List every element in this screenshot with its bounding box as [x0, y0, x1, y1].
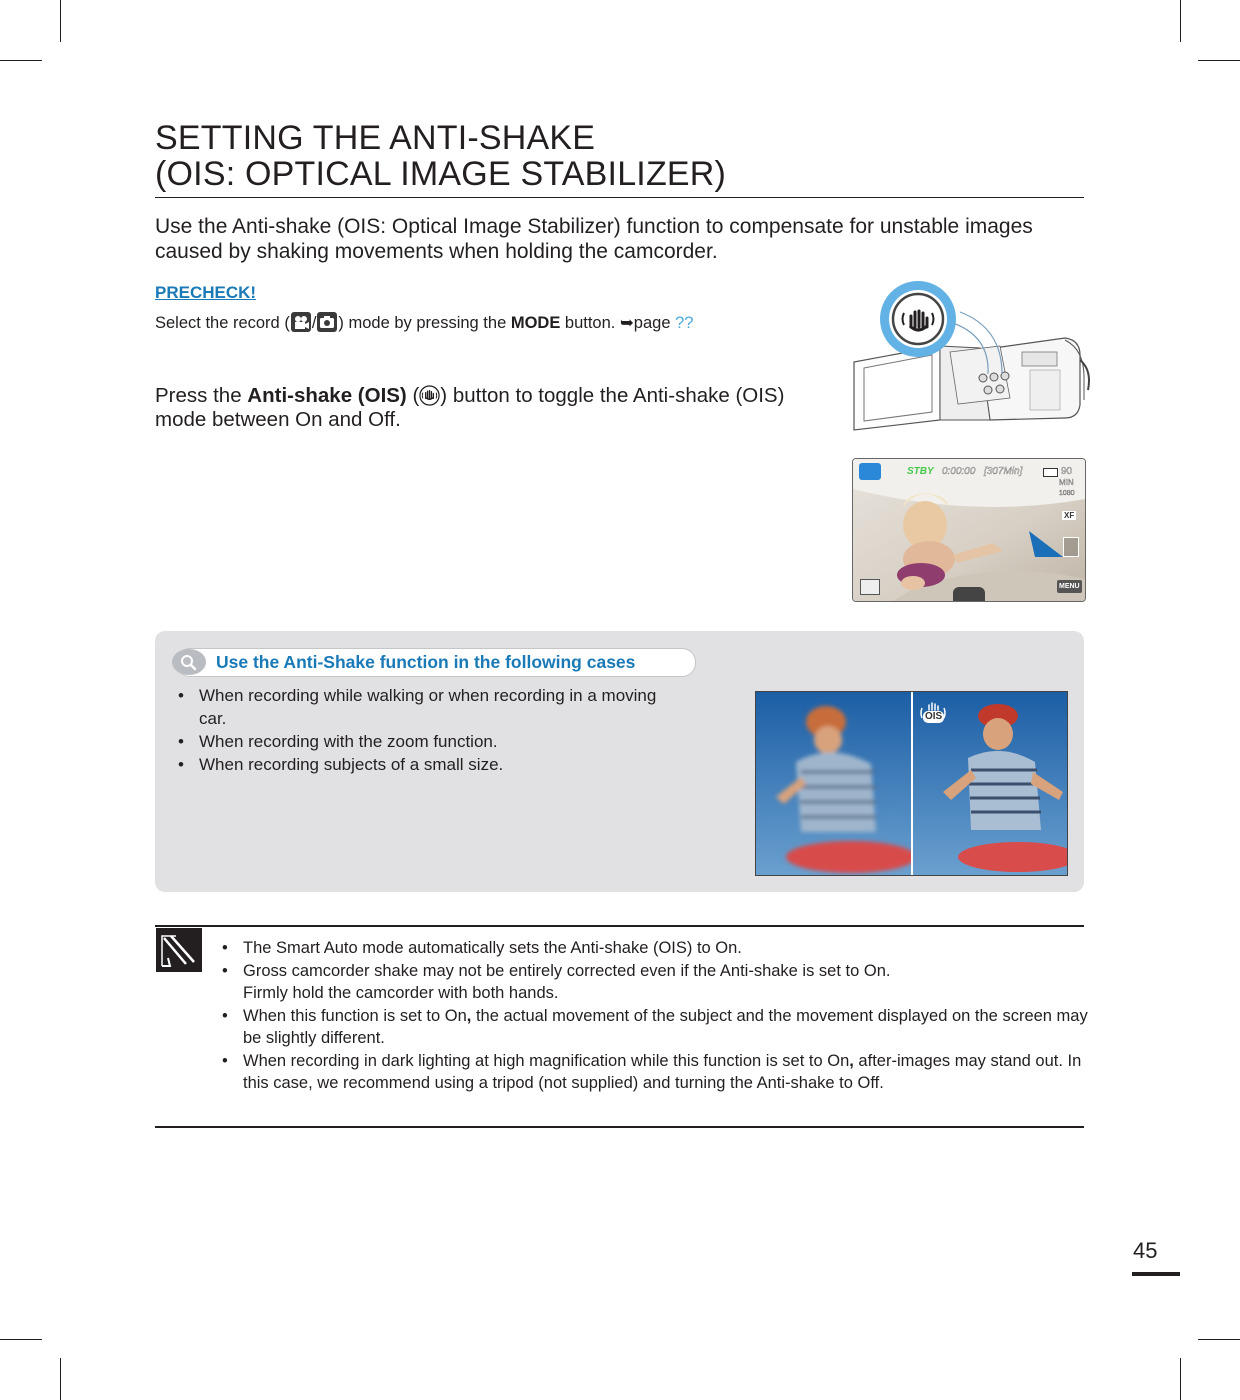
crop-mark: [0, 1339, 42, 1340]
lcd-resolution: 1080: [1059, 490, 1075, 497]
lcd-status: STBY: [907, 466, 934, 477]
ois-hand-icon: [419, 385, 440, 406]
lcd-battery-unit: MIN: [1059, 478, 1074, 487]
ois-comparison-image: [755, 691, 1068, 876]
crop-mark: [0, 60, 42, 61]
page-reference[interactable]: ??: [675, 314, 694, 332]
tip-list: [178, 684, 658, 776]
crop-mark: [60, 1358, 61, 1400]
note-icon: [156, 928, 202, 974]
list-item: • The Smart Auto mode automatically sets the Anti-shake (OIS) to On.: [222, 937, 1092, 960]
list-item: • When recording in dark lighting at high magnification while this function is set to On, after-images may stand out. In this case, we recommend using a tripod (not supplied) and turning the Anti-shake to Off.: [222, 1050, 1092, 1095]
note-top-rule: [155, 925, 1084, 927]
lcd-battery-minutes: 90: [1061, 466, 1073, 477]
note-list: [222, 937, 1092, 1095]
battery-icon: [1043, 468, 1058, 477]
scroll-up-button[interactable]: [953, 587, 985, 601]
pointer-arrow-icon: [1029, 529, 1063, 559]
ois-off-photo: [756, 692, 911, 875]
page-title-line2: (OIS: OPTICAL IMAGE STABILIZER): [155, 155, 727, 193]
intro-paragraph: Use the Anti-shake (OIS: Optical Image Stabilizer) function to compensate for unstable images caused by shaking movements when holding the camcorder.: [155, 215, 1033, 263]
lcd-quality: XF: [1064, 511, 1075, 520]
crop-mark: [1198, 1339, 1240, 1340]
list-item: • Gross camcorder shake may not be entirely corrected even if the Anti-shake is set to On. Firmly hold the camcorder with both hands.: [222, 960, 1092, 1005]
precheck-label: PRECHECK!: [155, 283, 257, 302]
instruction-paragraph: Press the Anti-shake (OIS) ( ) button to toggle the Anti-shake (OIS) mode between On and Off.: [155, 384, 785, 431]
anti-shake-button-name: Anti-shake (OIS): [247, 384, 407, 407]
ois-badge-label: OIS: [925, 711, 943, 722]
note-bottom-rule: [155, 1126, 1084, 1128]
photo-record-icon: [316, 311, 338, 333]
list-item: • When recording while walking or when recording in a moving car.: [178, 684, 658, 730]
lcd-remaining: [307Min]: [984, 466, 1023, 477]
precheck-text: Select the record ( / ) mode by pressing the MODE button. ➥page ??: [155, 311, 693, 334]
image-divider: [911, 692, 912, 875]
page-title-line1: SETTING THE ANTI-SHAKE: [155, 119, 596, 157]
crop-mark: [1180, 1358, 1181, 1400]
lcd-menu-button[interactable]: MENU: [1057, 580, 1082, 593]
page-title: [155, 120, 726, 192]
video-record-icon: [290, 311, 312, 333]
crop-mark: [1198, 60, 1240, 61]
list-item: • When this function is set to On, the actual movement of the subject and the movement displayed on the screen may be slightly different.: [222, 1005, 1092, 1050]
ois-badge: [918, 702, 948, 724]
page-number-bar: [1132, 1272, 1180, 1276]
list-item: • When recording with the zoom function.: [178, 730, 658, 753]
title-rule: [155, 197, 1084, 198]
ois-indicator-icon: [1063, 537, 1079, 557]
magnifier-icon: [172, 649, 206, 675]
list-item: • When recording subjects of a small size.: [178, 753, 658, 776]
lcd-timecode: 0:00:00: [942, 466, 976, 477]
lcd-screen: [852, 458, 1086, 602]
playback-button[interactable]: [860, 579, 880, 595]
mode-button-name: MODE: [510, 314, 561, 332]
tip-title: Use the Anti-Shake function in the following cases: [216, 652, 636, 672]
page-arrow-icon: ➥: [619, 314, 634, 332]
crop-mark: [1180, 0, 1181, 42]
camcorder-illustration: [840, 280, 1090, 440]
page-number: 45: [1133, 1238, 1158, 1263]
video-mode-icon: [859, 463, 881, 480]
lcd-topbar: [853, 459, 1085, 483]
crop-mark: [60, 0, 61, 42]
